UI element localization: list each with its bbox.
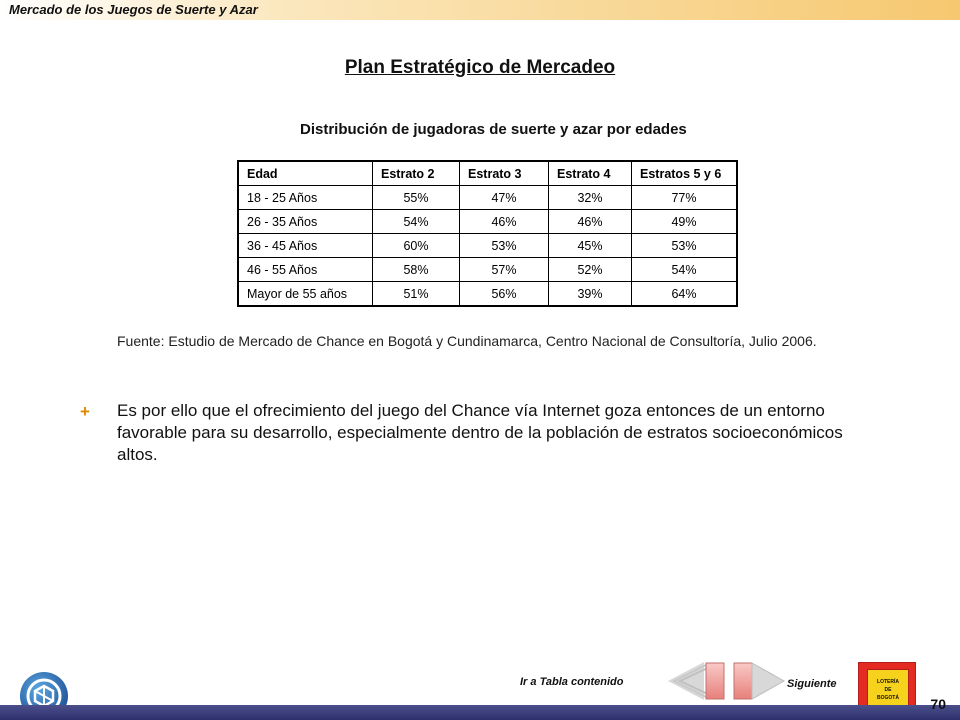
table-row [238, 234, 737, 258]
column-header: Estratos 5 y 6 [632, 161, 738, 186]
column-header: Estrato 3 [460, 161, 549, 186]
footer-band [0, 705, 960, 720]
header-title: Mercado de los Juegos de Suerte y Azar [9, 2, 258, 17]
table-cell: 18 - 25 Años [238, 186, 373, 210]
table-cell: 53% [632, 234, 738, 258]
table-cell: 54% [373, 210, 460, 234]
table-cell: 32% [549, 186, 632, 210]
table-cell: 46% [460, 210, 549, 234]
table-header-row [238, 161, 737, 186]
table-cell: 64% [632, 282, 738, 307]
table-cell: 53% [460, 234, 549, 258]
toc-link[interactable]: Ir a Tabla contenido [520, 676, 624, 688]
table-cell: 60% [373, 234, 460, 258]
table-cell: 55% [373, 186, 460, 210]
table-row [238, 186, 737, 210]
next-arrow-icon[interactable] [732, 660, 788, 702]
table-row [238, 282, 737, 307]
column-header: Estrato 4 [549, 161, 632, 186]
table-cell: 49% [632, 210, 738, 234]
table-cell: 57% [460, 258, 549, 282]
table-cell: 56% [460, 282, 549, 307]
bullet-paragraph: Es por ello que el ofrecimiento del juego del Chance vía Internet goza entonces de un entorno favorable para su desarrollo, especialmente dentro de la población de estratos socioeconómicos altos. [117, 401, 843, 464]
logo-text-1: LOTERÍA [877, 679, 899, 685]
table-cell: 54% [632, 258, 738, 282]
table-cell: Mayor de 55 años [238, 282, 373, 307]
table-row [238, 210, 737, 234]
next-link[interactable]: Siguiente [787, 678, 837, 690]
table-cell: 36 - 45 Años [238, 234, 373, 258]
column-header: Edad [238, 161, 373, 186]
bullet-plus-icon: + [80, 402, 90, 421]
table-cell: 47% [460, 186, 549, 210]
source-note: Fuente: Estudio de Mercado de Chance en Bogotá y Cundinamarca, Centro Nacional de Consultoría, Julio 2006. [117, 333, 817, 349]
page-title: Plan Estratégico de Mercadeo [344, 57, 616, 78]
previous-arrow-icon[interactable] [664, 660, 728, 702]
column-header: Estrato 2 [373, 161, 460, 186]
table-cell: 51% [373, 282, 460, 307]
logo-text-3: BOGOTÁ [877, 695, 899, 701]
table-cell: 58% [373, 258, 460, 282]
table-cell: 45% [549, 234, 632, 258]
age-distribution-table [237, 160, 738, 307]
table-cell: 46% [549, 210, 632, 234]
table-cell: 39% [549, 282, 632, 307]
table-row [238, 258, 737, 282]
table-title: Distribución de jugadoras de suerte y azar por edades [300, 121, 687, 138]
table-cell: 52% [549, 258, 632, 282]
table-cell: 46 - 55 Años [238, 258, 373, 282]
table-cell: 77% [632, 186, 738, 210]
table-cell: 26 - 35 Años [238, 210, 373, 234]
logo-text-2: DE [884, 687, 892, 693]
page-number: 70 [930, 696, 946, 712]
